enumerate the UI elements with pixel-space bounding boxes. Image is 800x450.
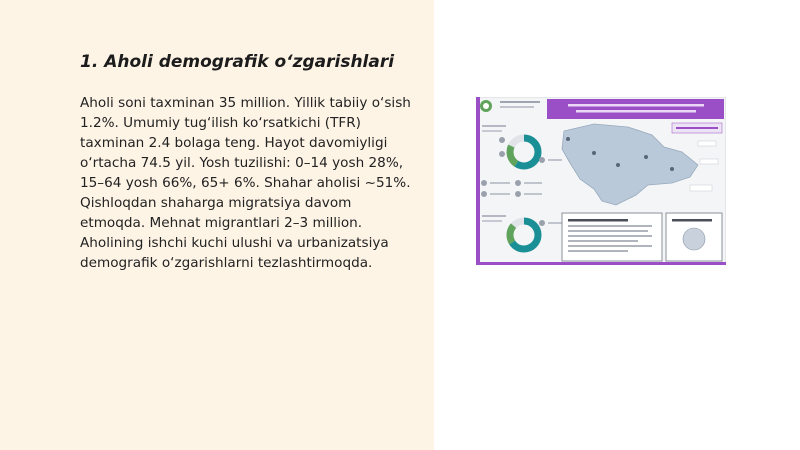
slide-body-text: Aholi soni taxminan 35 million. Yillik tabiiy o‘sish 1.2%. Umumiy tug‘ilish ko‘rsatkichi (TFR) taxminan 2.4 bolaga teng. Hayot davomiyligi o‘rtacha 74.5 yil. Yosh tuzilishi: 0–14 yosh 28%, 15–64 yosh 66%, 65+ 6%. Shahar aholisi ~51%. Qishloqdan shaharga migratsiya davom etmoqda. Mehnat migrantlari 2–3 million. Aholining ishchi kuchi ulushi va urbanizatsiya demografik o‘zgarishlarni tezlashtirmoqda. bbox=[80, 95, 411, 271]
infographic-image bbox=[476, 97, 726, 265]
image-panel bbox=[434, 0, 800, 450]
slide-title: 1. Aholi demografik o‘zgarishlari bbox=[80, 52, 395, 72]
